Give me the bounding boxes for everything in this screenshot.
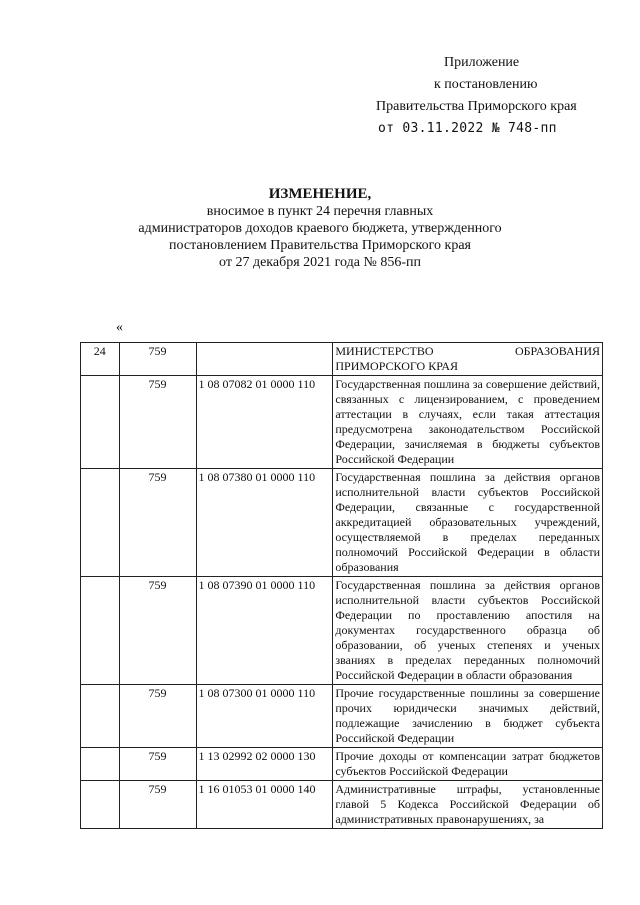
document-title: ИЗМЕНЕНИЕ,	[268, 186, 372, 202]
admin-code: 759	[119, 469, 196, 577]
revenue-name: Государственная пошлина за совершение действий, связанных с лицензированием, с проведением аттестации в случаях, если такая аттестация предусмотрена законодательством Российской Федерации, зачисляемая в бюджеты субъектов Российской Федерации	[333, 376, 603, 469]
document-heading	[0, 186, 640, 271]
appendix-date-number: от 03.11.2022 № 748-пп	[378, 121, 557, 136]
appendix-title: Приложение	[444, 55, 520, 70]
revenue-name: Административные штрафы, установленные главой 5 Кодекса Российской Федерации об административных правонарушениях, за	[333, 781, 603, 829]
revenue-name: Прочие доходы от компенсации затрат бюджетов субъектов Российской Федерации	[333, 748, 603, 781]
admin-code: 759	[119, 343, 196, 376]
row-number: 24	[81, 343, 120, 376]
revenue-code	[196, 343, 333, 376]
table-row	[81, 376, 603, 469]
admin-code: 759	[119, 748, 196, 781]
table-row	[81, 577, 603, 685]
table-row	[81, 685, 603, 748]
appendix-block	[372, 52, 632, 140]
heading-line-3: постановлением Правительства Приморского края	[169, 238, 471, 253]
admin-code: 759	[119, 577, 196, 685]
appendix-government: Правительства Приморского края	[376, 99, 577, 114]
revenue-code: 1 08 07390 01 0000 110	[196, 577, 333, 685]
table-row	[81, 469, 603, 577]
revenue-code: 1 08 07380 01 0000 110	[196, 469, 333, 577]
row-number	[81, 781, 120, 829]
admin-code: 759	[119, 781, 196, 829]
heading-line-4: от 27 декабря 2021 года № 856-пп	[219, 255, 421, 270]
appendix-to-resolution: к постановлению	[434, 77, 538, 92]
administrators-table	[80, 342, 603, 829]
admin-code: 759	[119, 685, 196, 748]
row-number	[81, 577, 120, 685]
heading-line-2: администраторов доходов краевого бюджета, утвержденного	[138, 221, 502, 236]
revenue-code: 1 08 07082 01 0000 110	[196, 376, 333, 469]
table-row	[81, 781, 603, 829]
revenue-name: Прочие государственные пошлины за совершение прочих юридически значимых действий, подлежащие зачислению в бюджет субъекта Российской Федерации	[333, 685, 603, 748]
revenue-name: Государственная пошлина за действия органов исполнительной власти субъектов Российской Федерации по проставлению апостиля на документах государственного образца об образовании, об ученых степенях и ученых званиях в пределах переданных полномочий Российской Федерации в области образования	[333, 577, 603, 685]
row-number	[81, 469, 120, 577]
table-row	[81, 748, 603, 781]
row-number	[81, 685, 120, 748]
row-number	[81, 748, 120, 781]
opening-quote: «	[116, 320, 123, 335]
admin-code: 759	[119, 376, 196, 469]
revenue-code: 1 08 07300 01 0000 110	[196, 685, 333, 748]
revenue-code: 1 13 02992 02 0000 130	[196, 748, 333, 781]
table-row	[81, 343, 603, 376]
revenue-name: Государственная пошлина за действия органов исполнительной власти субъектов Российской Федерации, связанные с государственной аккредитацией образовательных учреждений, осуществляемой в пределах переданных полномочий Российской Федерации в области образования	[333, 469, 603, 577]
revenue-name: МИНИСТЕРСТВО ОБРАЗОВАНИЯ ПРИМОРСКОГО КРАЯ	[333, 343, 603, 376]
row-number	[81, 376, 120, 469]
revenue-code: 1 16 01053 01 0000 140	[196, 781, 333, 829]
heading-line-1: вносимое в пункт 24 перечня главных	[206, 204, 434, 219]
